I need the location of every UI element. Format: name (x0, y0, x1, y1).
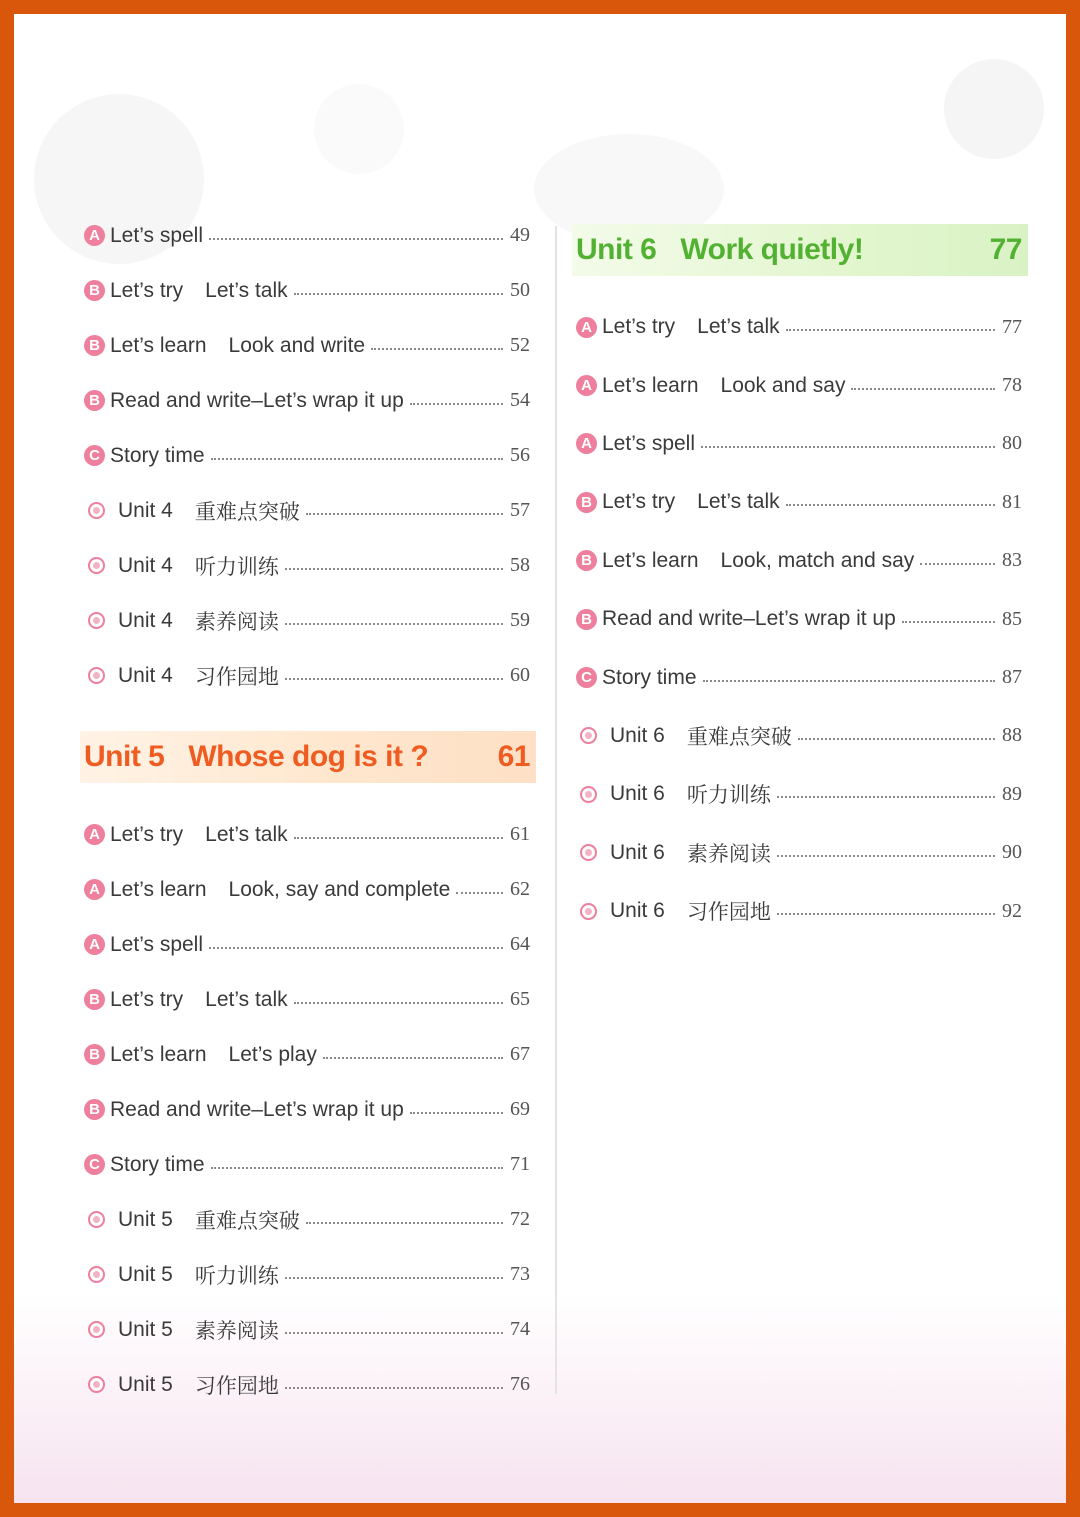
toc-entry[interactable] (84, 1082, 530, 1137)
toc-page-number: 89 (1002, 782, 1022, 805)
dot-leader (285, 1332, 503, 1334)
unit5-title: Whose dog is it ? (188, 740, 429, 773)
unit6-page: 77 (989, 233, 1022, 266)
dot-leader (306, 1222, 503, 1224)
toc-entry-label: Unit 6 (610, 899, 665, 923)
book-page (14, 14, 1066, 1503)
toc-page-number: 64 (510, 933, 530, 955)
dot-leader (209, 238, 503, 240)
section-a-badge-icon: A (84, 824, 105, 845)
section-c-badge-icon: C (84, 445, 105, 466)
toc-entry-label: Unit 4 (118, 498, 173, 522)
toc-entry-label: Unit 4 (118, 553, 173, 577)
toc-entry[interactable] (84, 373, 530, 428)
circle-bullet-icon (580, 844, 597, 861)
circle-bullet-icon (88, 612, 105, 629)
section-c-badge-icon: C (576, 667, 597, 688)
toc-entry-label: 习作园地 (194, 665, 279, 689)
dot-leader (211, 1167, 503, 1169)
unit6-label: Unit 6 (576, 233, 657, 266)
section-a-badge-icon: A (576, 317, 597, 338)
toc-entry[interactable] (84, 1027, 530, 1082)
toc-entry-label: 听力训练 (194, 1264, 279, 1288)
unit5-header[interactable] (80, 731, 536, 783)
toc-entry[interactable] (576, 648, 1022, 706)
toc-entry-label: Let’s try (110, 822, 184, 846)
section-b-badge-icon: B (84, 1044, 105, 1065)
toc-entry[interactable] (84, 428, 530, 483)
toc-page-number: 49 (510, 224, 530, 246)
section-a-badge-icon: A (84, 934, 105, 955)
toc-entry[interactable] (84, 807, 530, 862)
toc-entry[interactable] (84, 208, 530, 263)
toc-page-number: 57 (510, 499, 530, 521)
dot-leader (211, 458, 503, 460)
toc-entry-label: Let’s spell (110, 932, 204, 956)
toc-list-unit4 (84, 208, 530, 703)
unit5-label: Unit 5 (84, 740, 165, 773)
toc-entry-label: Look and write (228, 333, 366, 357)
toc-entry-label: 素养阅读 (194, 1319, 279, 1343)
toc-entry-label: Let’s try (110, 278, 184, 302)
toc-entry-label: 听力训练 (194, 555, 279, 579)
toc-entry[interactable] (576, 882, 1022, 940)
circle-bullet-icon (88, 557, 105, 574)
section-a-badge-icon: A (84, 879, 105, 900)
circle-bullet-icon (580, 727, 597, 744)
dot-leader (920, 563, 995, 565)
section-b-badge-icon: B (84, 989, 105, 1010)
toc-entry-label: Read and write–Let’s wrap it up (110, 1097, 404, 1121)
toc-entry[interactable] (84, 318, 530, 373)
dot-leader (209, 947, 503, 949)
toc-entry-label: Let’s talk (205, 987, 288, 1011)
toc-page-number: 92 (1002, 899, 1022, 922)
toc-page-number: 74 (510, 1318, 530, 1340)
toc-entry-label: Let’s learn (602, 373, 699, 397)
toc-page-number: 67 (510, 1043, 530, 1065)
dot-leader (777, 913, 995, 915)
toc-entry-label: 习作园地 (194, 1374, 279, 1398)
circle-bullet-icon (88, 667, 105, 684)
dot-leader (285, 678, 503, 680)
toc-list-unit5 (84, 807, 530, 1412)
dot-leader (285, 568, 503, 570)
section-c-badge-icon: C (84, 1154, 105, 1175)
toc-entry[interactable] (84, 862, 530, 917)
dot-leader (777, 855, 995, 857)
toc-page-number: 52 (510, 334, 530, 356)
dot-leader (306, 513, 503, 515)
toc-page-number: 61 (510, 823, 530, 845)
dot-leader (294, 1002, 503, 1004)
toc-entry-label: 听力训练 (686, 784, 771, 808)
section-b-badge-icon: B (84, 335, 105, 356)
toc-entry[interactable] (84, 1302, 530, 1357)
toc-entry-label: 重难点突破 (194, 1209, 300, 1233)
toc-entry-label: Read and write–Let’s wrap it up (602, 607, 896, 631)
dot-leader (786, 329, 995, 331)
toc-entry[interactable] (576, 298, 1022, 356)
toc-page-number: 69 (510, 1098, 530, 1120)
dot-leader (294, 837, 503, 839)
toc-entry-label: 重难点突破 (194, 500, 300, 524)
toc-entry-label: Unit 5 (118, 1207, 173, 1231)
unit5-page: 61 (497, 740, 530, 773)
toc-page-number: 72 (510, 1208, 530, 1230)
toc-entry[interactable] (576, 473, 1022, 531)
section-b-badge-icon: B (84, 1099, 105, 1120)
toc-entry-label: Read and write–Let’s wrap it up (110, 388, 404, 412)
unit6-title: Work quietly! (680, 233, 864, 266)
toc-entry[interactable] (84, 917, 530, 972)
toc-entry-label: Unit 5 (118, 1262, 173, 1286)
dot-leader (777, 796, 995, 798)
toc-entry[interactable] (84, 972, 530, 1027)
toc-entry[interactable] (84, 483, 530, 538)
toc-entry-label: Let’s talk (205, 822, 288, 846)
toc-page-number: 76 (510, 1373, 530, 1395)
toc-entry-label: 重难点突破 (686, 725, 792, 749)
toc-page-number: 59 (510, 609, 530, 631)
circle-bullet-icon (88, 1211, 105, 1228)
circle-bullet-icon (88, 502, 105, 519)
toc-entry-label: Unit 6 (610, 782, 665, 806)
toc-page-number: 88 (1002, 724, 1022, 747)
toc-page-number: 78 (1002, 374, 1022, 397)
toc-entry-label: Let’s try (110, 987, 184, 1011)
toc-page-number: 83 (1002, 549, 1022, 572)
toc-page-number: 65 (510, 988, 530, 1010)
circle-bullet-icon (580, 786, 597, 803)
toc-entry-label: Unit 5 (118, 1372, 173, 1396)
toc-entry-label: Look, say and complete (228, 877, 451, 901)
section-b-badge-icon: B (576, 609, 597, 630)
dot-leader (703, 680, 995, 682)
toc-entry[interactable] (84, 593, 530, 648)
toc-entry[interactable] (576, 824, 1022, 882)
toc-entry[interactable] (84, 1192, 530, 1247)
toc-entry[interactable] (576, 590, 1022, 648)
toc-page-number: 56 (510, 444, 530, 466)
toc-entry-label: Let’s learn (602, 548, 699, 572)
dot-leader (410, 403, 503, 405)
circle-bullet-icon (88, 1266, 105, 1283)
toc-entry-label: Let’s spell (110, 223, 204, 247)
left-column (84, 208, 530, 1412)
toc-entry[interactable] (84, 1137, 530, 1192)
toc-entry[interactable] (84, 1357, 530, 1412)
dot-leader (902, 621, 995, 623)
toc-entry-label: Unit 6 (610, 840, 665, 864)
toc-page-number: 62 (510, 878, 530, 900)
toc-entry-label: Look, match and say (720, 548, 915, 572)
section-a-badge-icon: A (576, 375, 597, 396)
right-column (576, 224, 1022, 940)
toc-entry-label: Story time (602, 665, 697, 689)
dot-leader (323, 1057, 503, 1059)
dot-leader (798, 738, 995, 740)
dot-leader (285, 1387, 503, 1389)
toc-entry-label: Look and say (720, 373, 846, 397)
toc-entry-label: Let’s try (602, 490, 676, 514)
dot-leader (294, 293, 503, 295)
toc-list-unit6 (576, 298, 1022, 940)
toc-page-number: 60 (510, 664, 530, 686)
section-b-badge-icon: B (84, 280, 105, 301)
toc-entry-label: Let’s learn (110, 1042, 207, 1066)
toc-entry-label: Let’s learn (110, 333, 207, 357)
toc-entry[interactable] (576, 765, 1022, 823)
toc-page-number: 90 (1002, 841, 1022, 864)
toc-entry-label: Let’s talk (697, 490, 780, 514)
section-b-badge-icon: B (84, 390, 105, 411)
toc-entry[interactable] (576, 707, 1022, 765)
toc-entry-label: Let’s learn (110, 877, 207, 901)
circle-bullet-icon (88, 1321, 105, 1338)
dot-leader (786, 504, 995, 506)
toc-page-number: 58 (510, 554, 530, 576)
toc-entry-label: Story time (110, 1152, 205, 1176)
background-blob (944, 59, 1044, 159)
toc-page-number: 80 (1002, 432, 1022, 455)
toc-entry[interactable] (576, 415, 1022, 473)
toc-entry-label: Let’s talk (697, 315, 780, 339)
toc-entry-label: 习作园地 (686, 901, 771, 925)
dot-leader (285, 1277, 503, 1279)
toc-page-number: 54 (510, 389, 530, 411)
toc-entry-label: Let’s spell (602, 431, 696, 455)
toc-entry[interactable] (576, 532, 1022, 590)
toc-entry-label: Unit 4 (118, 663, 173, 687)
section-a-badge-icon: A (576, 433, 597, 454)
toc-page-number: 50 (510, 279, 530, 301)
dot-leader (285, 623, 503, 625)
toc-entry-label: Let’s play (228, 1042, 317, 1066)
toc-entry-label: Story time (110, 443, 205, 467)
toc-page-number: 73 (510, 1263, 530, 1285)
background-blob (314, 84, 404, 174)
toc-entry[interactable] (576, 356, 1022, 414)
toc-page-number: 85 (1002, 607, 1022, 630)
toc-entry-label: Unit 6 (610, 723, 665, 747)
toc-entry-label: Unit 5 (118, 1317, 173, 1341)
circle-bullet-icon (580, 903, 597, 920)
dot-leader (371, 348, 503, 350)
toc-page-number: 87 (1002, 666, 1022, 689)
section-a-badge-icon: A (84, 225, 105, 246)
toc-entry[interactable] (84, 1247, 530, 1302)
toc-entry[interactable] (84, 648, 530, 703)
circle-bullet-icon (88, 1376, 105, 1393)
toc-entry[interactable] (84, 538, 530, 593)
toc-page-number: 71 (510, 1153, 530, 1175)
toc-page-number: 81 (1002, 490, 1022, 513)
toc-entry[interactable] (84, 263, 530, 318)
dot-leader (851, 388, 995, 390)
dot-leader (410, 1112, 503, 1114)
toc-entry-label: 素养阅读 (194, 610, 279, 634)
section-b-badge-icon: B (576, 550, 597, 571)
unit6-header[interactable] (572, 224, 1028, 276)
section-b-badge-icon: B (576, 492, 597, 513)
column-divider (555, 226, 557, 1394)
dot-leader (456, 892, 503, 894)
dot-leader (701, 446, 995, 448)
toc-entry-label: 素养阅读 (686, 842, 771, 866)
toc-entry-label: Let’s talk (205, 278, 288, 302)
toc-entry-label: Unit 4 (118, 608, 173, 632)
toc-page-number: 77 (1002, 315, 1022, 338)
toc-entry-label: Let’s try (602, 315, 676, 339)
